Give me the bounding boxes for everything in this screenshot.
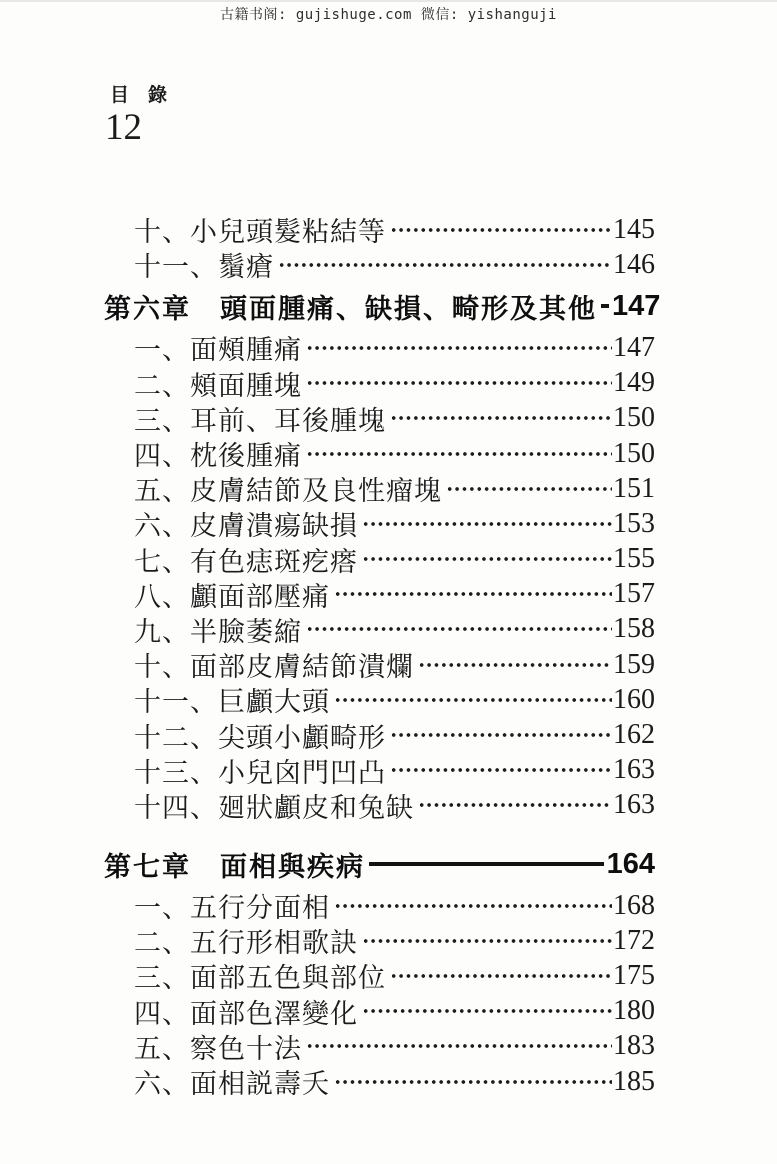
toc-entry-row	[104, 247, 655, 282]
toc-entry-row	[104, 958, 655, 993]
dotted-leader	[334, 1064, 612, 1099]
dotted-leader	[362, 923, 612, 958]
toc-entry-title: 十一、鬚瘡	[134, 252, 274, 283]
toc-entry-title: 四、面部色澤變化	[134, 998, 358, 1029]
toc-entry-title: 十三、小兒囟門凹凸	[134, 757, 386, 788]
toc-entry-page-number: 162	[613, 719, 655, 751]
toc-entry-title: 十二、尖頭小顱畸形	[134, 722, 386, 753]
toc-entry-row	[104, 401, 655, 436]
toc-entry-title: 十一、巨顱大頭	[134, 687, 330, 718]
toc-entry-title: 十、面部皮膚結節潰爛	[134, 652, 414, 683]
toc-entry-page-number: 150	[613, 402, 655, 434]
toc-entry-page-number: 149	[613, 367, 655, 399]
toc-entry-row	[104, 436, 655, 471]
dotted-leader	[306, 436, 612, 471]
toc-entry-title: 七、有色痣斑疙瘩	[134, 546, 358, 577]
folio-page-number: 12	[105, 107, 142, 148]
toc-entry-row	[104, 682, 655, 717]
dotted-leader	[306, 330, 612, 365]
dotted-leader	[306, 612, 612, 647]
toc-chapter-page-number: 164	[606, 847, 655, 880]
toc-entry-title: 三、面部五色與部位	[134, 963, 386, 994]
toc-entry-row	[104, 612, 655, 647]
dotted-leader	[390, 212, 612, 247]
toc-entry-title: 六、皮膚潰瘍缺損	[134, 511, 358, 542]
toc-entry-row	[104, 212, 655, 247]
toc-list	[104, 212, 661, 1100]
toc-heading: 目 錄	[110, 85, 168, 106]
toc-chapter-title: 第六章 頭面腫痛、缺損、畸形及其他	[104, 293, 597, 324]
toc-entry-row	[104, 647, 655, 682]
toc-entry-page-number: 163	[613, 789, 655, 821]
dotted-leader	[418, 788, 612, 823]
toc-entry-page-number: 158	[613, 613, 655, 645]
dotted-leader	[334, 888, 612, 923]
toc-entry-row	[104, 788, 655, 823]
dotted-leader	[390, 401, 612, 436]
dotted-leader	[362, 542, 612, 577]
toc-entry-row	[104, 753, 655, 788]
toc-entry-title: 一、面頰腫痛	[134, 335, 302, 366]
toc-entry-page-number: 146	[613, 248, 655, 280]
dash-leader	[369, 840, 606, 888]
toc-entry-title: 一、五行分面相	[134, 893, 330, 924]
toc-entry-page-number: 175	[613, 959, 655, 991]
toc-entry-page-number: 160	[613, 683, 655, 715]
toc-entry-page-number: 155	[613, 543, 655, 575]
dotted-leader	[334, 682, 612, 717]
toc-entry-page-number: 172	[613, 924, 655, 956]
scan-edge-artifact	[0, 0, 777, 2]
toc-entry-row	[104, 923, 655, 958]
toc-entry-page-number: 151	[613, 472, 655, 504]
dotted-leader	[306, 366, 612, 401]
dotted-leader	[278, 247, 612, 282]
toc-entry-title: 八、顱面部壓痛	[134, 581, 330, 612]
toc-entry-page-number: 147	[613, 331, 655, 363]
toc-entry-row	[104, 366, 655, 401]
dotted-leader	[306, 1029, 612, 1064]
dotted-leader	[418, 647, 612, 682]
toc-entry-title: 二、頰面腫塊	[134, 370, 302, 401]
toc-entry-page-number: 153	[613, 507, 655, 539]
toc-entry-page-number: 183	[613, 1030, 655, 1062]
toc-chapter-row	[104, 840, 655, 888]
dotted-leader	[390, 958, 612, 993]
toc-entry-title: 六、面相説壽夭	[134, 1069, 330, 1100]
toc-entry-page-number: 150	[613, 437, 655, 469]
toc-entry-title: 九、半臉萎縮	[134, 616, 302, 647]
site-watermark: 古籍书阁: gujishuge.com 微信: yishanguji	[219, 7, 557, 23]
dotted-leader	[362, 506, 612, 541]
toc-entry-row	[104, 1064, 655, 1099]
toc-chapter-page-number: 147	[612, 289, 661, 322]
toc-chapter-title: 第七章 面相與疾病	[104, 851, 365, 882]
toc-entry-page-number: 180	[613, 995, 655, 1027]
toc-entry-page-number: 159	[613, 648, 655, 680]
toc-entry-row	[104, 542, 655, 577]
toc-entry-row	[104, 888, 655, 923]
toc-entry-row	[104, 330, 655, 365]
dotted-leader	[390, 717, 612, 752]
toc-entry-title: 十四、廻狀顱皮和兔缺	[134, 792, 414, 823]
dash-leader	[601, 282, 611, 330]
toc-entry-row	[104, 471, 655, 506]
toc-entry-page-number: 145	[613, 213, 655, 245]
toc-entry-title: 二、五行形相歌訣	[134, 928, 358, 959]
toc-entry-row	[104, 506, 655, 541]
toc-entry-title: 五、皮膚結節及良性瘤塊	[134, 476, 442, 507]
toc-entry-row	[104, 717, 655, 752]
toc-entry-title: 三、耳前、耳後腫塊	[134, 405, 386, 436]
dotted-leader	[446, 471, 612, 506]
dotted-leader	[390, 753, 612, 788]
toc-entry-page-number: 157	[613, 578, 655, 610]
toc-entry-row	[104, 577, 655, 612]
toc-chapter-row	[104, 282, 661, 330]
toc-entry-title: 四、枕後腫痛	[134, 441, 302, 472]
toc-entry-page-number: 168	[613, 889, 655, 921]
toc-entry-page-number: 163	[613, 754, 655, 786]
toc-entry-page-number: 185	[613, 1065, 655, 1097]
toc-entry-row	[104, 1029, 655, 1064]
dotted-leader	[362, 994, 612, 1029]
toc-entry-row	[104, 994, 655, 1029]
toc-entry-title: 十、小兒頭髮粘結等	[134, 217, 386, 248]
toc-entry-title: 五、察色十法	[134, 1033, 302, 1064]
dotted-leader	[334, 577, 612, 612]
